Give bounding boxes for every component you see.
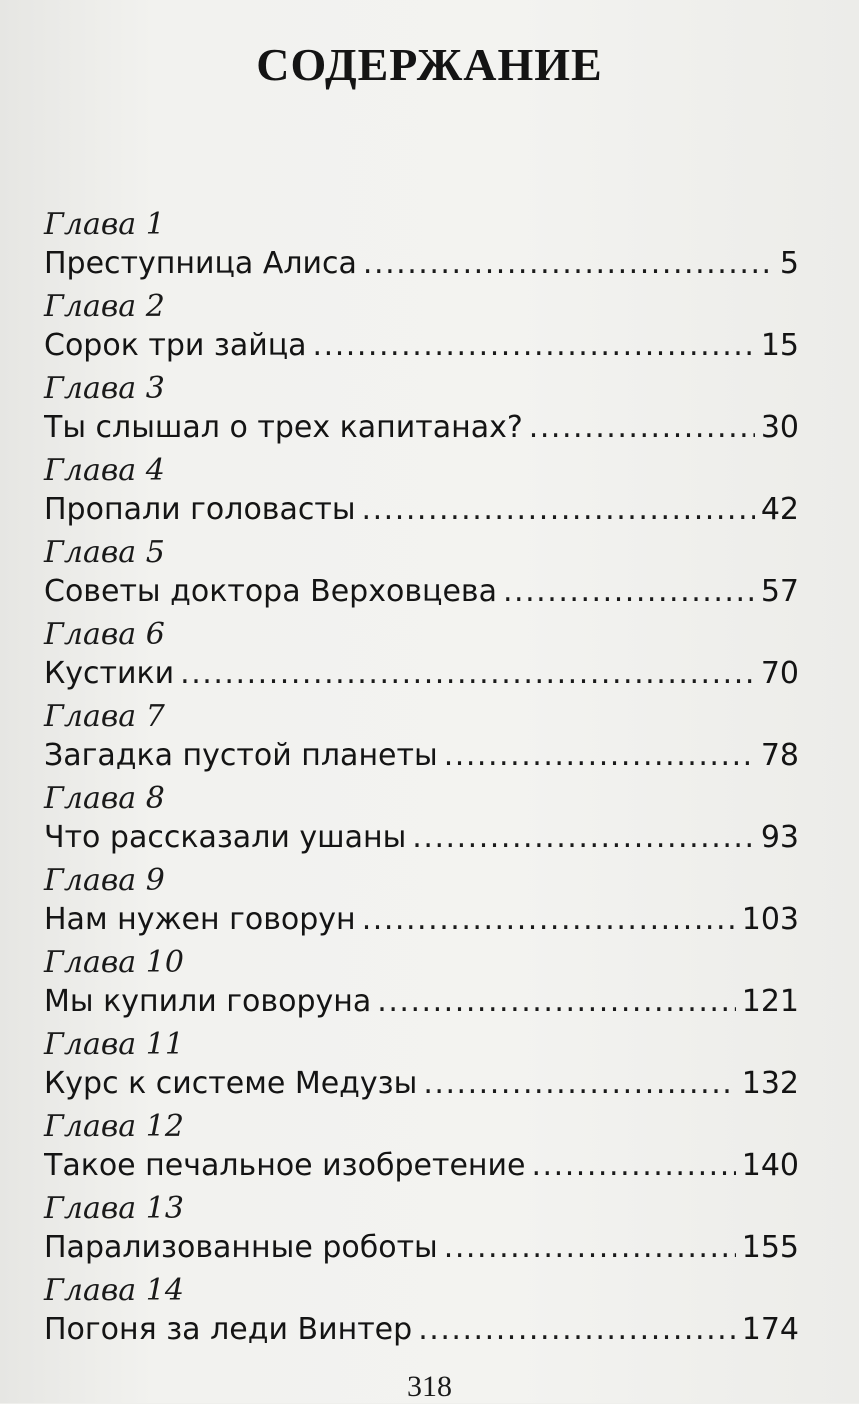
chapter-title: Преступница Алиса: [44, 246, 357, 281]
chapter-label: Глава 11: [44, 1027, 184, 1062]
chapter-line: [44, 490, 799, 530]
chapter-title: Сорок три зайца: [44, 328, 307, 363]
page-number: 93: [760, 820, 799, 855]
dot-leader: [180, 654, 755, 694]
chapter-line: [44, 1064, 799, 1104]
page-number: 30: [760, 410, 799, 445]
page-number: 121: [741, 984, 799, 1019]
chapter-label: Глава 4: [44, 453, 165, 488]
toc-entry: [0, 945, 859, 1027]
page-number: 155: [741, 1230, 799, 1265]
page-number: 132: [741, 1066, 799, 1101]
chapter-title: Пропали головасты: [44, 492, 356, 527]
chapter-label: Глава 7: [44, 699, 165, 734]
page-number: 103: [741, 902, 799, 937]
page-title: СОДЕРЖАНИЕ: [256, 39, 603, 90]
chapter-line: [44, 244, 799, 284]
page-number: 78: [760, 738, 799, 773]
dot-leader: [377, 982, 735, 1022]
toc-entry: [0, 699, 859, 781]
page-number: 5: [779, 246, 799, 281]
chapter-line: [44, 736, 799, 776]
dot-leader: [362, 900, 736, 940]
chapter-label: Глава 10: [44, 945, 184, 980]
toc-entry: [0, 1273, 859, 1355]
dot-leader: [423, 1064, 735, 1104]
toc-entry: [0, 863, 859, 945]
dot-leader: [444, 736, 755, 776]
table-of-contents: [0, 207, 859, 1355]
page-number: 174: [741, 1312, 799, 1347]
chapter-label: Глава 6: [44, 617, 165, 652]
toc-entry: [0, 781, 859, 863]
chapter-line: [44, 818, 799, 858]
chapter-label: Глава 2: [44, 289, 165, 324]
chapter-line: [44, 1146, 799, 1186]
dot-leader: [412, 818, 755, 858]
chapter-title: Погоня за леди Винтер: [44, 1312, 413, 1347]
toc-entry: [0, 207, 859, 289]
dot-leader: [503, 572, 755, 612]
chapter-label: Глава 5: [44, 535, 165, 570]
page-number: 15: [760, 328, 799, 363]
chapter-title: Кустики: [44, 656, 175, 691]
dot-leader: [444, 1228, 736, 1268]
toc-entry: [0, 1109, 859, 1191]
chapter-line: [44, 326, 799, 366]
chapter-title: Курс к системе Медузы: [44, 1066, 418, 1101]
dot-leader: [313, 326, 755, 366]
chapter-title: Такое печальное изобретение: [44, 1148, 526, 1183]
chapter-label: Глава 14: [44, 1273, 184, 1308]
chapter-label: Глава 8: [44, 781, 165, 816]
page-number: 42: [760, 492, 799, 527]
toc-entry: [0, 453, 859, 535]
dot-leader: [362, 490, 755, 530]
chapter-label: Глава 12: [44, 1109, 184, 1144]
chapter-title: Мы купили говоруна: [44, 984, 372, 1019]
page-folio: 318: [407, 1370, 452, 1403]
chapter-line: [44, 408, 799, 448]
chapter-line: [44, 1310, 799, 1350]
chapter-line: [44, 900, 799, 940]
chapter-label: Глава 13: [44, 1191, 184, 1226]
chapter-label: Глава 1: [44, 207, 165, 242]
chapter-title: Ты слышал о трех капитанах?: [44, 410, 523, 445]
page-number: 70: [760, 656, 799, 691]
dot-leader: [363, 244, 774, 284]
chapter-title: Нам нужен говорун: [44, 902, 356, 937]
toc-entry: [0, 371, 859, 453]
chapter-title: Что рассказали ушаны: [44, 820, 407, 855]
chapter-title: Парализованные роботы: [44, 1230, 438, 1265]
chapter-label: Глава 3: [44, 371, 165, 406]
toc-entry: [0, 617, 859, 699]
chapter-label: Глава 9: [44, 863, 165, 898]
chapter-title: Загадка пустой планеты: [44, 738, 438, 773]
page-number: 57: [760, 574, 799, 609]
chapter-line: [44, 654, 799, 694]
dot-leader: [529, 408, 755, 448]
toc-entry: [0, 289, 859, 371]
page-number: 140: [741, 1148, 799, 1183]
toc-entry: [0, 1027, 859, 1109]
chapter-line: [44, 572, 799, 612]
dot-leader: [531, 1146, 735, 1186]
toc-entry: [0, 535, 859, 617]
dot-leader: [418, 1310, 736, 1350]
chapter-title: Советы доктора Верховцева: [44, 574, 497, 609]
toc-entry: [0, 1191, 859, 1273]
chapter-line: [44, 1228, 799, 1268]
chapter-line: [44, 982, 799, 1022]
